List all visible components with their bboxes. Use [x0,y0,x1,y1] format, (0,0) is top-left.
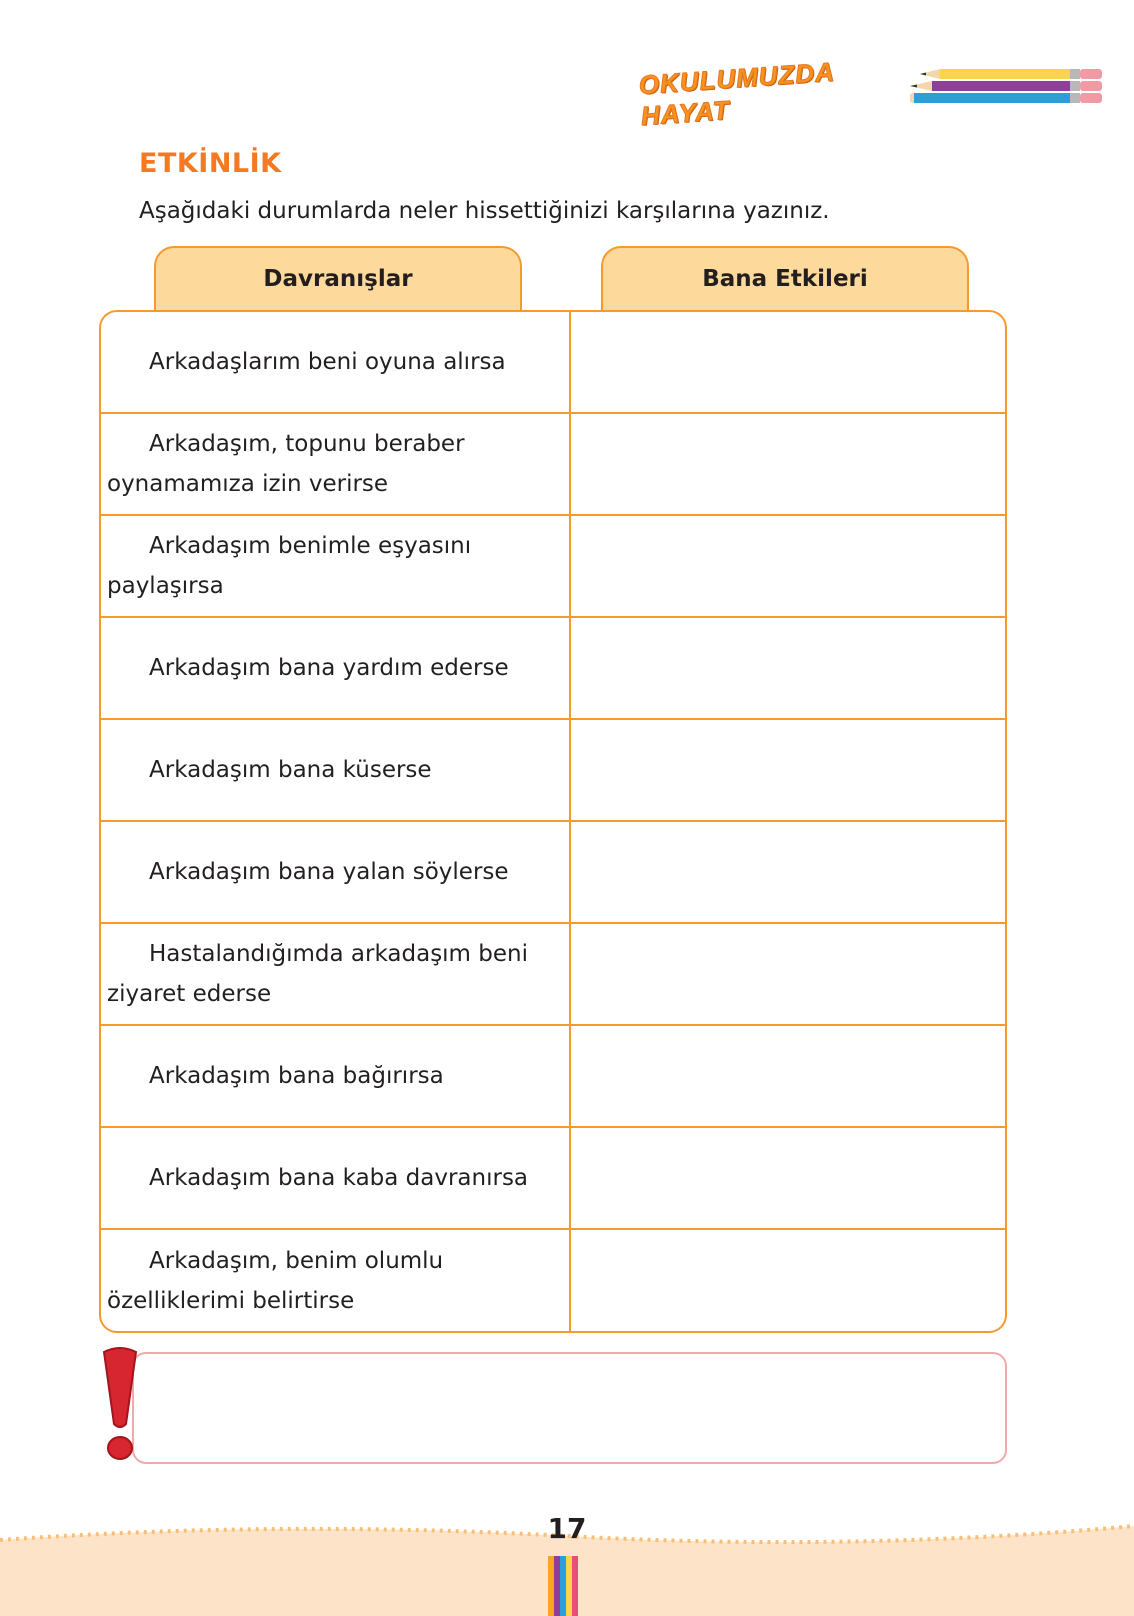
table-row [101,924,1005,1026]
column-header-effects: Bana Etkileri [601,246,969,310]
effect-answer-cell[interactable] [571,720,1005,820]
behavior-text: Hastalandığımda arkadaşım beni ziyaret ederse [107,941,528,1007]
behavior-cell [101,720,571,820]
colored-pencils-icon [910,62,1110,110]
effect-answer-cell[interactable] [571,618,1005,718]
behavior-cell [101,924,571,1024]
table-row [101,618,1005,720]
header-brand [637,56,900,131]
effect-answer-cell[interactable] [571,1128,1005,1228]
page-number: 17 [547,1512,587,1545]
behavior-cell [101,822,571,922]
behavior-cell [101,516,571,616]
behavior-text: Arkadaşım bana küserse [149,757,432,783]
table-row [101,516,1005,618]
behavior-cell [101,312,571,412]
behavior-cell [101,1026,571,1126]
table-row [101,1026,1005,1128]
effect-answer-cell[interactable] [571,414,1005,514]
column-header-behaviors: Davranışlar [154,246,522,310]
brand-title: OKULUMUZDA HAYAT [637,56,835,131]
table-row [101,414,1005,516]
behavior-text: Arkadaşım bana yalan söylerse [149,859,509,885]
behavior-cell [101,1230,571,1331]
table-row [101,1230,1005,1331]
behavior-effect-table [99,310,1007,1333]
behavior-cell [101,414,571,514]
behavior-text: Arkadaşım bana yardım ederse [149,655,509,681]
exclamation-icon [96,1346,146,1466]
behavior-text: Arkadaşım, topunu beraber oynamamıza izin verirse [107,431,465,497]
behavior-text: Arkadaşım bana bağırırsa [149,1063,444,1089]
effect-answer-cell[interactable] [571,924,1005,1024]
table-row [101,720,1005,822]
behavior-cell [101,618,571,718]
activity-title: ETKİNLİK [139,148,282,179]
behavior-text: Arkadaşım, benim olumlu özelliklerimi belirtirse [107,1247,444,1314]
activity-instruction: Aşağıdaki durumlarda neler hissettiğinizi karşılarına yazınız. [139,198,830,224]
note-answer-box[interactable] [132,1352,1007,1464]
behavior-text: Arkadaşım bana kaba davranırsa [149,1165,529,1191]
table-row [101,822,1005,924]
table-row [101,312,1005,414]
table-row [101,1128,1005,1230]
behavior-text: Arkadaşlarım beni oyuna alırsa [149,349,506,375]
effect-answer-cell[interactable] [571,516,1005,616]
behavior-cell [101,1128,571,1228]
effect-answer-cell[interactable] [571,1026,1005,1126]
effect-answer-cell[interactable] [571,312,1005,412]
effect-answer-cell[interactable] [571,1230,1005,1331]
behavior-text: Arkadaşım benimle eşyasını paylaşırsa [107,533,472,599]
effect-answer-cell[interactable] [571,822,1005,922]
